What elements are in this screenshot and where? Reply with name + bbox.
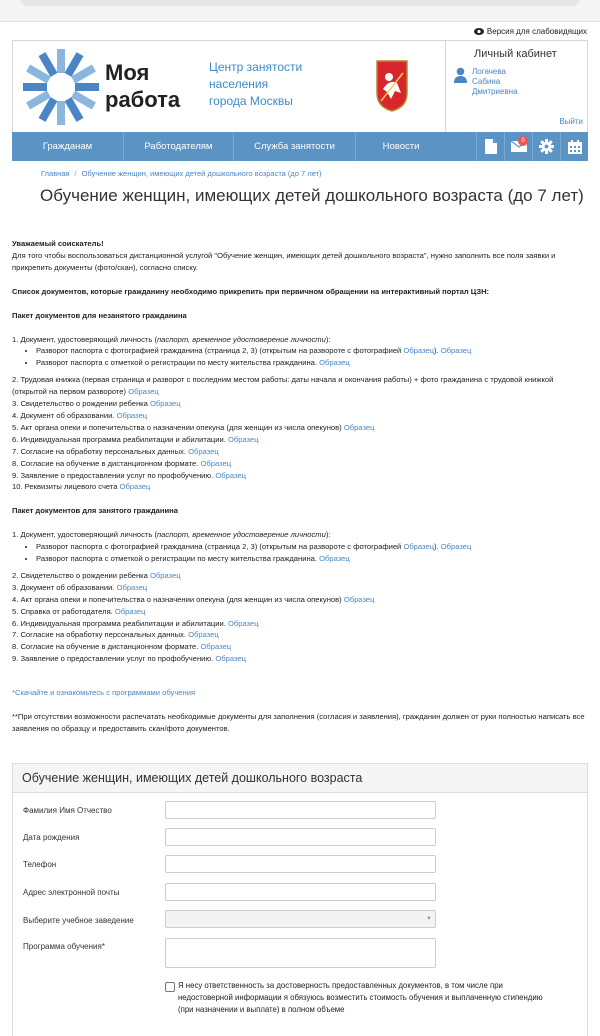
sample-link[interactable]: Образец xyxy=(343,594,375,604)
sample-link[interactable]: Образец xyxy=(150,399,181,409)
label-email: Адрес электронной почты xyxy=(23,888,120,897)
moscow-coat-of-arms xyxy=(375,59,409,113)
document-icon xyxy=(485,139,497,154)
brand-name[interactable]: Моя работа xyxy=(105,60,181,112)
sample-link[interactable]: Образец xyxy=(403,542,435,552)
user-icon xyxy=(454,67,467,83)
unemployed-item: 4. Документ об образовании. Образец xyxy=(12,410,148,420)
unemployed-package-title: Пакет документов для незанятого гражданина xyxy=(12,310,187,320)
employed-item: 6. Индивидуальная программа реабилитации и абилитации. Образец xyxy=(12,618,259,628)
calendar-button[interactable] xyxy=(560,132,588,161)
label-phone: Телефон xyxy=(23,860,57,869)
label-school: Выберите учебное заведение xyxy=(23,916,134,925)
employed-package-title: Пакет документов для занятого гражданина xyxy=(12,506,178,516)
nav-citizens[interactable]: Гражданам xyxy=(12,132,124,161)
form-title: Обучение женщин, имеющих детей дошкольного возраста xyxy=(13,764,587,793)
unemployed-item: 3. Свидетельство о рождении ребенка Образец xyxy=(12,399,181,409)
unemployed-item: 9. Заявление о предоставлении услуг по профобучению. Образец xyxy=(12,470,246,480)
employed-item: 5. Справка от работодателя. Образец xyxy=(12,606,146,616)
cabinet-title: Личный кабинет xyxy=(474,48,557,60)
unemployed-bullet-passport-photo: • Разворот паспорта с фотографией гражданина (страница 2, 3) (открытым на развороте с фотографией Образец). Образец xyxy=(36,345,590,357)
employed-item: 7. Согласие на обработку персональных данных. Образец xyxy=(12,630,219,640)
messages-button[interactable] xyxy=(504,132,532,161)
birth-date-input[interactable] xyxy=(165,828,436,846)
label-birth-date: Дата рождения xyxy=(23,833,80,842)
sample-link[interactable]: Образец xyxy=(215,654,246,664)
site-header xyxy=(12,40,588,132)
logout-link[interactable]: Выйти xyxy=(559,117,583,126)
unemployed-item: 6. Индивидуальная программа реабилитации и абилитации. Образец xyxy=(12,434,259,444)
phone-input[interactable] xyxy=(165,855,436,873)
breadcrumb-home[interactable]: Главная xyxy=(41,169,70,178)
employed-item: 2. Свидетельство о рождении ребенка Образец xyxy=(12,570,181,580)
sample-link[interactable]: Образец xyxy=(228,434,259,444)
label-full-name: Фамилия Имя Отчество xyxy=(23,806,112,815)
page-content xyxy=(12,238,590,735)
sample-link[interactable]: Образец xyxy=(440,346,472,356)
address-pill xyxy=(20,0,580,6)
unemployed-item: 10. Реквизиты лицевого счета Образец xyxy=(12,482,151,492)
sample-link[interactable]: Образец xyxy=(116,582,148,592)
consent-text: Я несу ответственность за достоверность предоставленных документов, в том числе при недостоверной информации я обязуюсь возместить стоимость обучения и выплаченную стипендию (при назначении и выплате) в полном объеме xyxy=(178,981,543,1014)
personal-cabinet xyxy=(445,41,589,133)
download-programs-link[interactable]: *Скачайте и ознакомьтесь с программами обучения xyxy=(12,688,196,698)
browser-top-strip xyxy=(0,0,600,22)
breadcrumb-current[interactable]: Обучение женщин, имеющих детей дошкольного возраста (до 7 лет) xyxy=(81,169,322,178)
employment-center-name: Центр занятости населения города Москвы xyxy=(209,60,303,108)
handwritten-note: **При отсутствии возможности распечатать необходимые документы для заполнения (согласия и заявления), гражданин должен от руки полностью написать все заявления по образцу и предоставить скан/фото документов. xyxy=(12,712,585,733)
greeting: Уважаемый соискатель! xyxy=(12,239,104,248)
sample-link[interactable]: Образец xyxy=(119,482,151,492)
sample-link[interactable]: Образец xyxy=(403,346,435,356)
page-title: Обучение женщин, имеющих детей дошкольного возраста (до 7 лет) xyxy=(40,186,584,205)
main-nav xyxy=(12,132,588,161)
unemployed-item: 5. Акт органа опеки и попечительства о назначении опекуна (для женщин из числа опекунов) Образец xyxy=(12,422,375,432)
documents-button[interactable] xyxy=(476,132,504,161)
sample-link[interactable]: Образец xyxy=(188,446,219,456)
accessibility-label: Версия для слабовидящих xyxy=(486,27,587,36)
unemployed-bullet-passport-registration: • Разворот паспорта с отметкой о регистрации по месту жительства гражданина. Образец xyxy=(36,357,590,369)
nav-employment-service[interactable]: Служба занятости xyxy=(234,132,356,161)
calendar-icon xyxy=(568,140,582,154)
accessibility-link[interactable] xyxy=(474,27,587,36)
employed-bullet-passport-photo: • Разворот паспорта с фотографией гражданина (страница 2, 3) (открытым на развороте с фотографией Образец). Образец xyxy=(36,541,590,553)
consent-checkbox[interactable] xyxy=(165,982,175,992)
moya-rabota-logo[interactable] xyxy=(21,47,101,127)
sample-link[interactable]: Образец xyxy=(150,570,181,580)
unemployed-item-1: 1. Документ, удостоверяющий личность (паспорт, временное удостоверение личности): xyxy=(12,334,331,344)
sample-link[interactable]: Образец xyxy=(319,554,350,564)
email-input[interactable] xyxy=(165,883,436,901)
sample-link[interactable]: Образец xyxy=(188,630,219,640)
label-program: Программа обучения* xyxy=(23,942,105,951)
messages-badge: 0 xyxy=(518,136,528,146)
sample-link[interactable]: Образец xyxy=(114,606,146,616)
documents-list-title: Список документов, которые гражданину необходимо прикрепить при первичном обращении на интерактивный портал ЦЗН: xyxy=(12,286,490,296)
intro-text: Для того чтобы воспользоваться дистанционной услугой "Обучение женщин, имеющих детей дошкольного возраста", нужно заполнить все поля заявки и прикрепить документы (фото/скан), согласно списку. xyxy=(12,250,556,272)
user-profile-link[interactable]: Логачева Сабина Дмитриевна xyxy=(454,67,518,97)
sample-link[interactable]: Образец xyxy=(200,642,232,652)
gear-icon xyxy=(539,139,554,154)
sample-link[interactable]: Образец xyxy=(440,542,472,552)
sample-link[interactable]: Образец xyxy=(215,470,246,480)
employed-bullet-passport-registration: • Разворот паспорта с отметкой о регистрации по месту жительства гражданина. Образец xyxy=(36,553,590,565)
eye-icon xyxy=(474,28,484,35)
employed-item: 9. Заявление о предоставлении услуг по профобучению. Образец xyxy=(12,654,246,664)
employed-item: 3. Документ об образовании. Образец xyxy=(12,582,148,592)
sample-link[interactable]: Образец xyxy=(128,387,159,397)
nav-employers[interactable]: Работодателям xyxy=(124,132,234,161)
sample-link[interactable]: Образец xyxy=(200,458,232,468)
nav-news[interactable]: Новости xyxy=(382,141,420,152)
sample-link[interactable]: Образец xyxy=(228,618,259,628)
employed-item-1: 1. Документ, удостоверяющий личность (паспорт, временное удостоверение личности): xyxy=(12,530,331,540)
employed-item: 4. Акт органа опеки и попечительства о назначении опекуна (для женщин из числа опекунов) Образец xyxy=(12,594,375,604)
breadcrumb: Главная / Обучение женщин, имеющих детей дошкольного возраста (до 7 лет) xyxy=(41,169,322,178)
sample-link[interactable]: Образец xyxy=(343,422,375,432)
application-form xyxy=(12,763,588,1036)
settings-button[interactable] xyxy=(532,132,560,161)
sample-link[interactable]: Образец xyxy=(116,410,148,420)
program-input[interactable] xyxy=(165,938,436,968)
full-name-input[interactable] xyxy=(165,801,436,819)
unemployed-item: 8. Согласие на обучение в дистанционном формате. Образец xyxy=(12,458,232,468)
unemployed-item-2: 2. Трудовая книжка (первая страница и разворот с последним местом работы: даты начала и окончания работы) + фото гражданина с трудовой книжкой (открытой на первом развороте) Образец xyxy=(12,375,554,397)
school-select[interactable] xyxy=(165,910,436,928)
sample-link[interactable]: Образец xyxy=(319,358,350,368)
employed-item: 8. Согласие на обучение в дистанционном формате. Образец xyxy=(12,642,232,652)
unemployed-item: 7. Согласие на обработку персональных данных. Образец xyxy=(12,446,219,456)
chevron-down-icon: ▼ xyxy=(426,916,432,922)
